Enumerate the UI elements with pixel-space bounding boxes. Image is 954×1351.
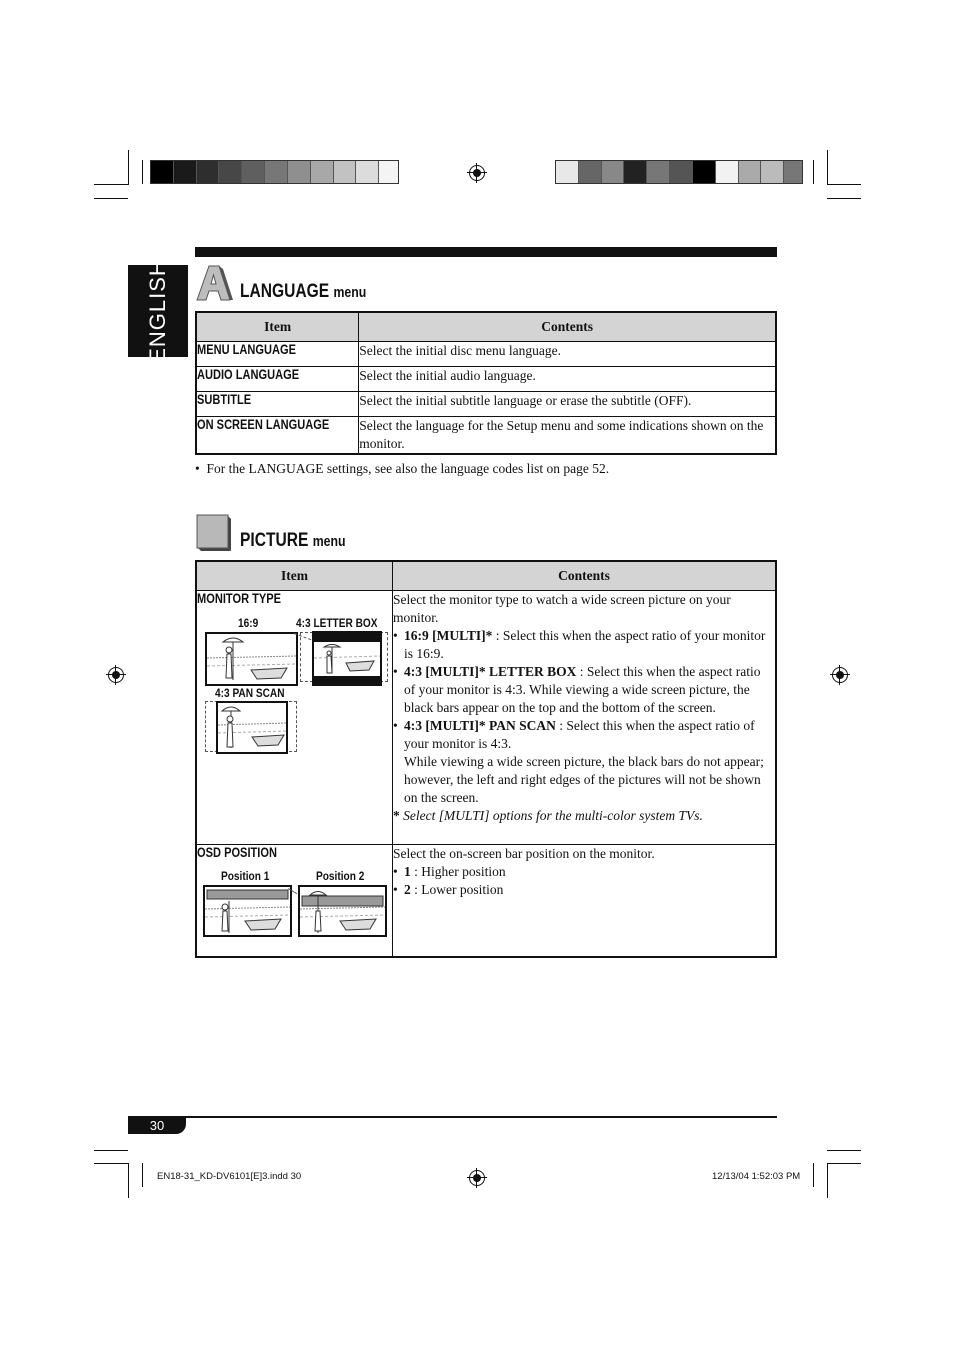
table-row: [196, 417, 776, 455]
column-header-item: Item: [196, 561, 393, 591]
monitor-type-contents: [393, 591, 777, 845]
label-position-1: Position 1: [221, 871, 270, 883]
item-subtitle: SUBTITLE: [197, 392, 252, 407]
label-letter-box: 4:3 LETTER BOX: [296, 618, 378, 630]
item-menu-language: MENU LANGUAGE: [197, 342, 297, 357]
monitor-type-intro: Select the monitor type to watch a wide screen picture on your monitor.: [393, 592, 731, 625]
row-contents: Select the initial disc menu language.: [359, 342, 776, 367]
registration-mark-left: [108, 667, 124, 683]
item-monitor-type: MONITOR TYPE: [197, 591, 282, 606]
column-header-item: Item: [196, 312, 359, 342]
registration-mark-bottom: [469, 1170, 485, 1186]
bottom-rule: [128, 1116, 777, 1118]
picture-menu-heading: PICTURE menu: [240, 530, 346, 551]
row-contents: Select the language for the Setup menu and some indications shown on the monitor.: [359, 417, 776, 455]
language-note: • For the LANGUAGE settings, see also the language codes list on page 52.: [195, 461, 610, 476]
panscan-extra: While viewing a wide screen picture, the black bars do not appear; however, the left and right edges of the pictures will not be shown on the screen.: [404, 754, 764, 805]
color-bar-right: [555, 160, 803, 184]
item-on-screen-language: ON SCREEN LANGUAGE: [197, 417, 330, 432]
monitor-16-9-illustration: [205, 632, 298, 686]
osd-intro: Select the on-screen bar position on the monitor.: [393, 846, 655, 861]
column-header-contents: Contents: [393, 561, 777, 591]
item-audio-language: AUDIO LANGUAGE: [197, 367, 300, 382]
row-contents: Select the initial audio language.: [359, 367, 776, 392]
registration-mark-right: [832, 667, 848, 683]
list-item: • 16:9 [MULTI]* : Select this when the aspect ratio of your monitor is 16:9.: [393, 627, 775, 663]
side-tab-label: ENGLISH: [145, 259, 170, 363]
row-contents: Select the initial subtitle language or erase the subtitle (OFF).: [359, 392, 776, 417]
osd-position-2-illustration: [298, 885, 387, 937]
table-row: [196, 342, 776, 367]
item-osd-position: OSD POSITION: [197, 845, 277, 860]
table-row: [196, 392, 776, 417]
language-menu-heading: LANGUAGE menu: [240, 281, 367, 302]
list-item: • 4:3 [MULTI]* LETTER BOX : Select this when the aspect ratio of your monitor is 4:3. While viewing a wide screen picture, the black bars appear on the top and the bottom of the screen.: [393, 663, 775, 717]
list-item: • 1 : Higher position: [393, 863, 775, 881]
column-header-contents: Contents: [359, 312, 776, 342]
multi-footnote: * Select [MULTI] options for the multi-color system TVs.: [393, 808, 703, 823]
label-pan-scan: 4:3 PAN SCAN: [215, 688, 285, 700]
osd-position-contents: [393, 845, 777, 957]
top-rule: [195, 247, 777, 257]
list-item: • 2 : Lower position: [393, 881, 775, 899]
table-row: [196, 367, 776, 392]
page-number: 30: [128, 1118, 186, 1134]
label-position-2: Position 2: [316, 871, 365, 883]
picture-menu-icon: [196, 514, 232, 552]
language-side-tab: [128, 259, 188, 363]
section-letter-icon: [194, 262, 234, 302]
osd-position-1-illustration: [203, 885, 292, 937]
footer-file-info: EN18-31_KD-DV6101[E]3.indd 30: [157, 1171, 302, 1182]
color-bar-left: [150, 160, 399, 184]
language-note-text: For the LANGUAGE settings, see also the language codes list on page 52.: [206, 461, 610, 476]
monitor-panscan-illustration: [216, 701, 288, 754]
list-item: • 4:3 [MULTI]* PAN SCAN : Select this when the aspect ratio of your monitor is 4:3. While viewing a wide screen picture, the black bars do not appear; however, the left and right edges of the pictures will not be shown on the screen.: [393, 717, 775, 807]
language-menu-table: [195, 311, 777, 455]
registration-mark-top: [469, 165, 485, 181]
monitor-letterbox-illustration: [312, 631, 382, 686]
footer-timestamp: 12/13/04 1:52:03 PM: [712, 1171, 801, 1182]
label-16-9: 16:9: [238, 618, 259, 630]
